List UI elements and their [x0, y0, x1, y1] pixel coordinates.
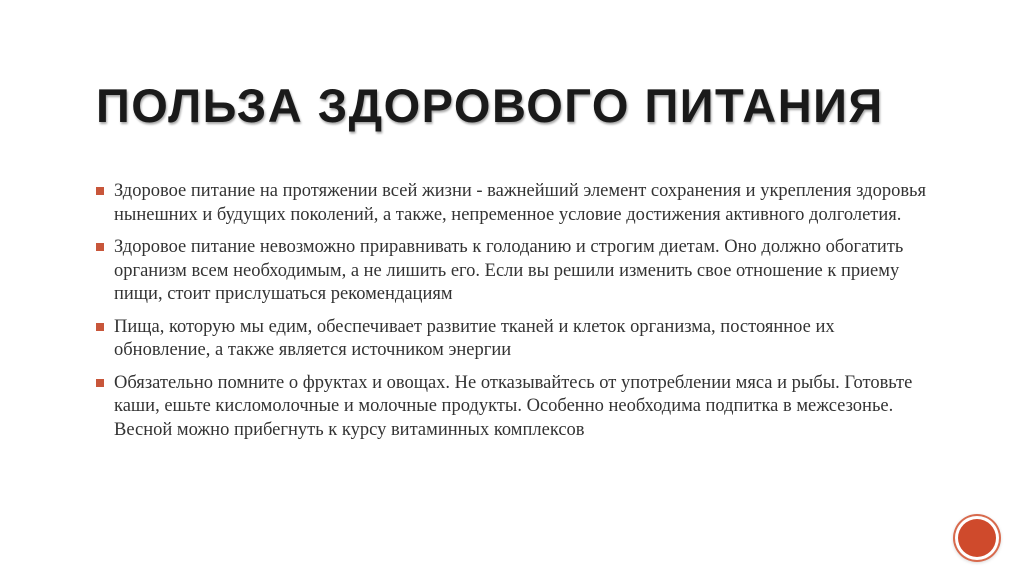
slide-number-circle-icon — [958, 519, 996, 557]
bullet-item — [96, 236, 926, 307]
bullet-item — [96, 316, 926, 363]
square-bullet-icon — [96, 379, 104, 387]
bullet-text: Обязательно помните о фруктах и овощах. Не отказывайтесь от употреблении мяса и рыбы. Готовьте каши, ешьте кисломолочные и молочные продукты. Особенно необходима подпитка в межсезонье. Весной можно прибегнуть к курсу витаминных комплексов — [114, 372, 913, 440]
bullet-item — [96, 180, 926, 227]
slide-title: ПОЛЬЗА ЗДОРОВОГО ПИТАНИЯ — [96, 79, 884, 132]
square-bullet-icon — [96, 243, 104, 251]
bullet-list — [96, 180, 926, 451]
bullet-text: Здоровое питание на протяжении всей жизни - важнейший элемент сохранения и укрепления здоровья нынешних и будущих поколений, а также, непременное условие достижения активного долголетия. — [114, 181, 926, 225]
square-bullet-icon — [96, 187, 104, 195]
bullet-text: Пища, которую мы едим, обеспечивает развитие тканей и клеток организма, постоянное их обновление, а также является источником энергии — [114, 316, 835, 360]
bullet-item — [96, 372, 926, 443]
bullet-text: Здоровое питание невозможно приравнивать к голоданию и строгим диетам. Оно должно обогатить организм всем необходимым, а не лишить его. Если вы решили изменить свое отношение к приему пищи, стоит прислушаться рекомендациям — [114, 237, 904, 304]
square-bullet-icon — [96, 323, 104, 331]
